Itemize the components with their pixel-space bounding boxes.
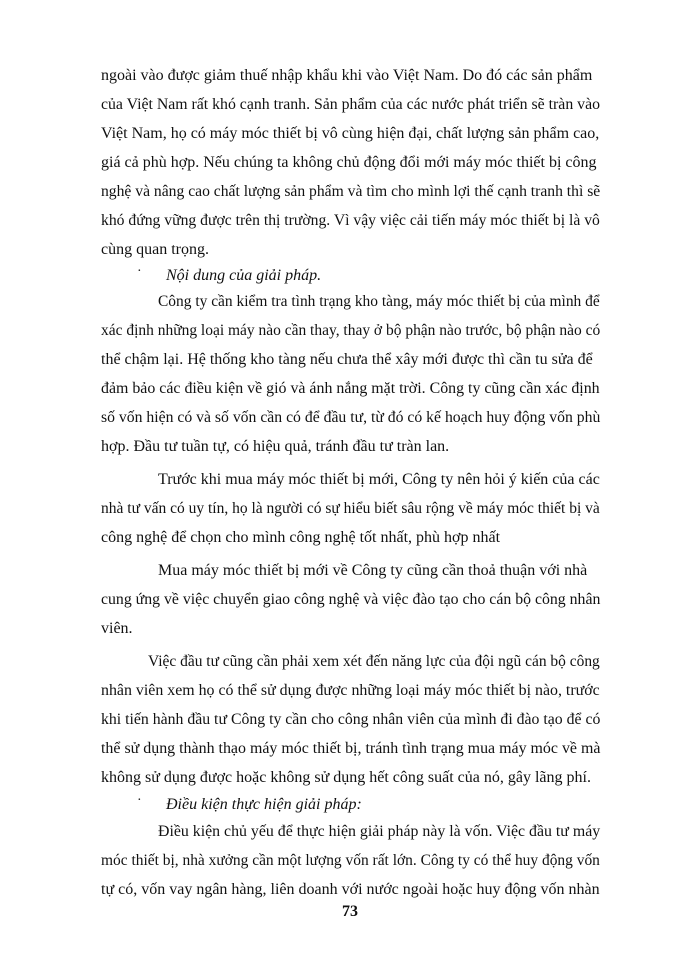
text-line: giá cả phù hợp. Nếu chúng ta không chủ động đổi mới máy móc thiết bị công xyxy=(101,154,597,171)
section-heading: Nội dung của giải pháp. xyxy=(166,267,322,284)
text-line: Công ty cần kiểm tra tình trạng kho tàng, máy móc thiết bị của mình để xyxy=(158,293,600,310)
text-line: thể chậm lại. Hệ thống kho tàng nếu chưa thể xây mới được thì cần tu sửa để xyxy=(101,351,593,368)
text-line: thể sử dụng thành thạo máy móc thiết bị, tránh tình trạng mua máy móc về mà xyxy=(101,740,601,757)
text-line: đảm bảo các điều kiện về gió và ánh nắng mặt trời. Công ty cũng cần xác định xyxy=(101,380,600,397)
text-line: nghệ và nâng cao chất lượng sản phẩm và tìm cho mình lợi thế cạnh tranh thì sẽ xyxy=(101,183,601,200)
text-line: Trước khi mua máy móc thiết bị mới, Công ty nên hỏi ý kiến của các xyxy=(158,471,600,488)
text-line: viên. xyxy=(101,620,133,637)
text-line: Việt Nam, họ có máy móc thiết bị vô cùng hiện đại, chất lượng sản phẩm cao, xyxy=(101,125,600,142)
text-line: khi tiến hành đầu tư Công ty cần cho công nhân viên của mình đi đào tạo để có xyxy=(101,711,601,728)
text-line: công nghệ để chọn cho mình công nghệ tốt nhất, phù hợp nhất xyxy=(101,529,501,546)
text-line: của Việt Nam rất khó cạnh tranh. Sản phẩm của các nước phát triển sẽ tràn vào xyxy=(101,96,601,113)
text-line: khó đứng vững được trên thị trường. Vì vậy việc cải tiến máy móc thiết bị là vô xyxy=(101,212,600,229)
text-line: hợp. Đầu tư tuần tự, có hiệu quả, tránh đầu tư tràn lan. xyxy=(101,438,450,455)
text-line: nhân viên xem họ có thể sử dụng được những loại máy móc thiết bị nào, trước xyxy=(101,682,600,699)
text-line: tự có, vốn vay ngân hàng, liên doanh với nước ngoài hoặc huy động vốn nhàn xyxy=(101,881,600,898)
bullet-marker: · xyxy=(137,793,142,808)
page-number: 73 xyxy=(342,903,358,920)
text-line: Điều kiện chủ yếu để thực hiện giải pháp này là vốn. Việc đầu tư máy xyxy=(158,823,601,840)
text-line: móc thiết bị, nhà xưởng cần một lượng vốn rất lớn. Công ty có thể huy động vốn xyxy=(101,852,600,869)
text-line: ngoài vào được giảm thuế nhập khẩu khi vào Việt Nam. Do đó các sản phẩm xyxy=(101,67,593,84)
text-line: cung ứng về việc chuyển giao công nghệ và việc đào tạo cho cán bộ công nhân xyxy=(101,591,601,608)
text-line: không sử dụng được hoặc không sử dụng hết công suất của nó, gây lãng phí. xyxy=(101,769,591,786)
text-line: xác định những loại máy nào cần thay, thay ở bộ phận nào trước, bộ phận nào có xyxy=(101,322,601,339)
text-line: nhà tư vấn có uy tín, họ là người có sự hiểu biết sâu rộng về máy móc thiết bị và xyxy=(101,500,600,517)
text-line: cùng quan trọng. xyxy=(101,241,209,258)
text-line: Việc đầu tư cũng cần phải xem xét đến năng lực của đội ngũ cán bộ công xyxy=(148,653,600,670)
text-line: Mua máy móc thiết bị mới về Công ty cũng cần thoả thuận với nhà xyxy=(158,562,588,579)
text-line: số vốn hiện có và số vốn cần có để đầu tư, từ đó có kế hoạch huy động vốn phù xyxy=(101,409,601,426)
section-heading: Điều kiện thực hiện giải pháp: xyxy=(166,796,362,813)
bullet-marker: · xyxy=(137,264,142,279)
